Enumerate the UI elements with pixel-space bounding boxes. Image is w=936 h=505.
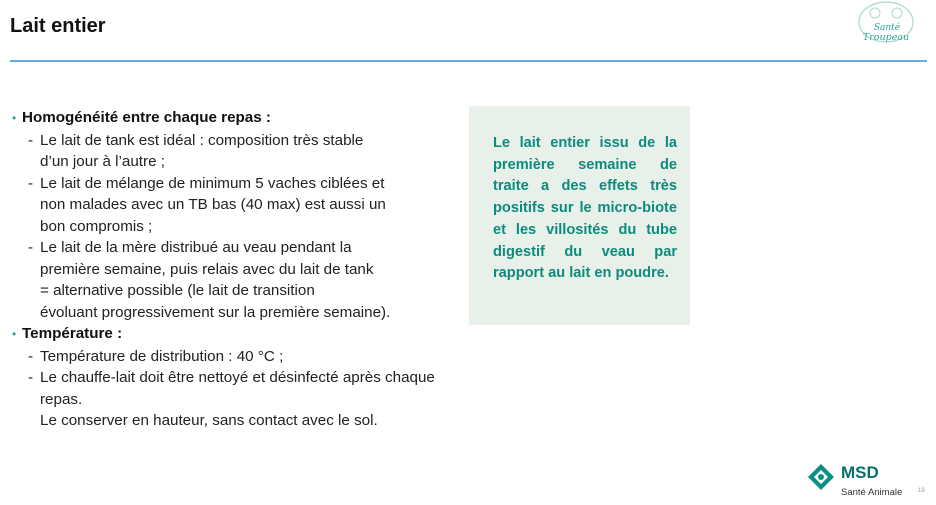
bullet-dot-icon: • bbox=[12, 111, 17, 125]
item-line: première semaine, puis relais avec du lait de tank bbox=[40, 260, 374, 278]
callout-text: Le lait entier issu de la première semaine de traite a des effets très positifs sur le micro-biote et les villosités du tube digestif du veau par rapport au lait en poudre. bbox=[493, 135, 677, 282]
page-title: Lait entier bbox=[10, 15, 106, 37]
item-line: Température de distribution : 40 °C ; bbox=[40, 347, 284, 365]
dash-icon: - bbox=[28, 347, 34, 365]
list-item bbox=[12, 237, 467, 323]
dash-icon: - bbox=[28, 239, 34, 256]
msd-logo-icon bbox=[806, 462, 836, 492]
bullet-dot-icon: • bbox=[12, 327, 17, 341]
section-homogeneite bbox=[12, 107, 467, 323]
section-title: Température : bbox=[22, 325, 123, 342]
item-line: = alternative possible (le lait de transition bbox=[40, 282, 315, 299]
item-line: non malades avec un TB bas (40 max) est aussi un bbox=[40, 196, 386, 213]
sante-troupeau-logo bbox=[857, 1, 915, 45]
section-temperature bbox=[12, 323, 467, 432]
item-line: Le conserver en hauteur, sans contact avec le sol. bbox=[40, 412, 378, 429]
logo-line-2: Troupeau bbox=[862, 32, 910, 43]
item-line: évoluant progressivement sur la première semaine). bbox=[40, 303, 391, 321]
content-body bbox=[12, 107, 467, 432]
list-item bbox=[12, 346, 467, 368]
list-item bbox=[12, 367, 467, 432]
item-line: Le lait de mélange de minimum 5 vaches ciblées et bbox=[40, 174, 385, 192]
list-item bbox=[12, 173, 467, 238]
item-line: Le chauffe-lait doit être nettoyé et désinfecté après chaque repas. bbox=[40, 369, 435, 408]
page-number: 19 bbox=[918, 488, 925, 494]
brand-subtitle: Santé Animale bbox=[841, 487, 903, 498]
brand-name: MSD bbox=[841, 463, 879, 482]
callout-box bbox=[469, 106, 690, 325]
item-line: Le lait de tank est idéal : composition très stable bbox=[40, 131, 364, 149]
item-line: Le lait de la mère distribué au veau pendant la bbox=[40, 239, 352, 256]
item-line: d’un jour à l’autre ; bbox=[40, 153, 165, 170]
title-divider bbox=[10, 60, 927, 62]
list-item bbox=[12, 130, 467, 173]
section-title: Homogénéité entre chaque repas : bbox=[22, 109, 271, 126]
dash-icon: - bbox=[28, 369, 34, 386]
logo-line-1: Santé bbox=[873, 23, 901, 33]
item-line: bon compromis ; bbox=[40, 217, 153, 235]
dash-icon: - bbox=[28, 174, 34, 192]
dash-icon: - bbox=[28, 131, 34, 149]
